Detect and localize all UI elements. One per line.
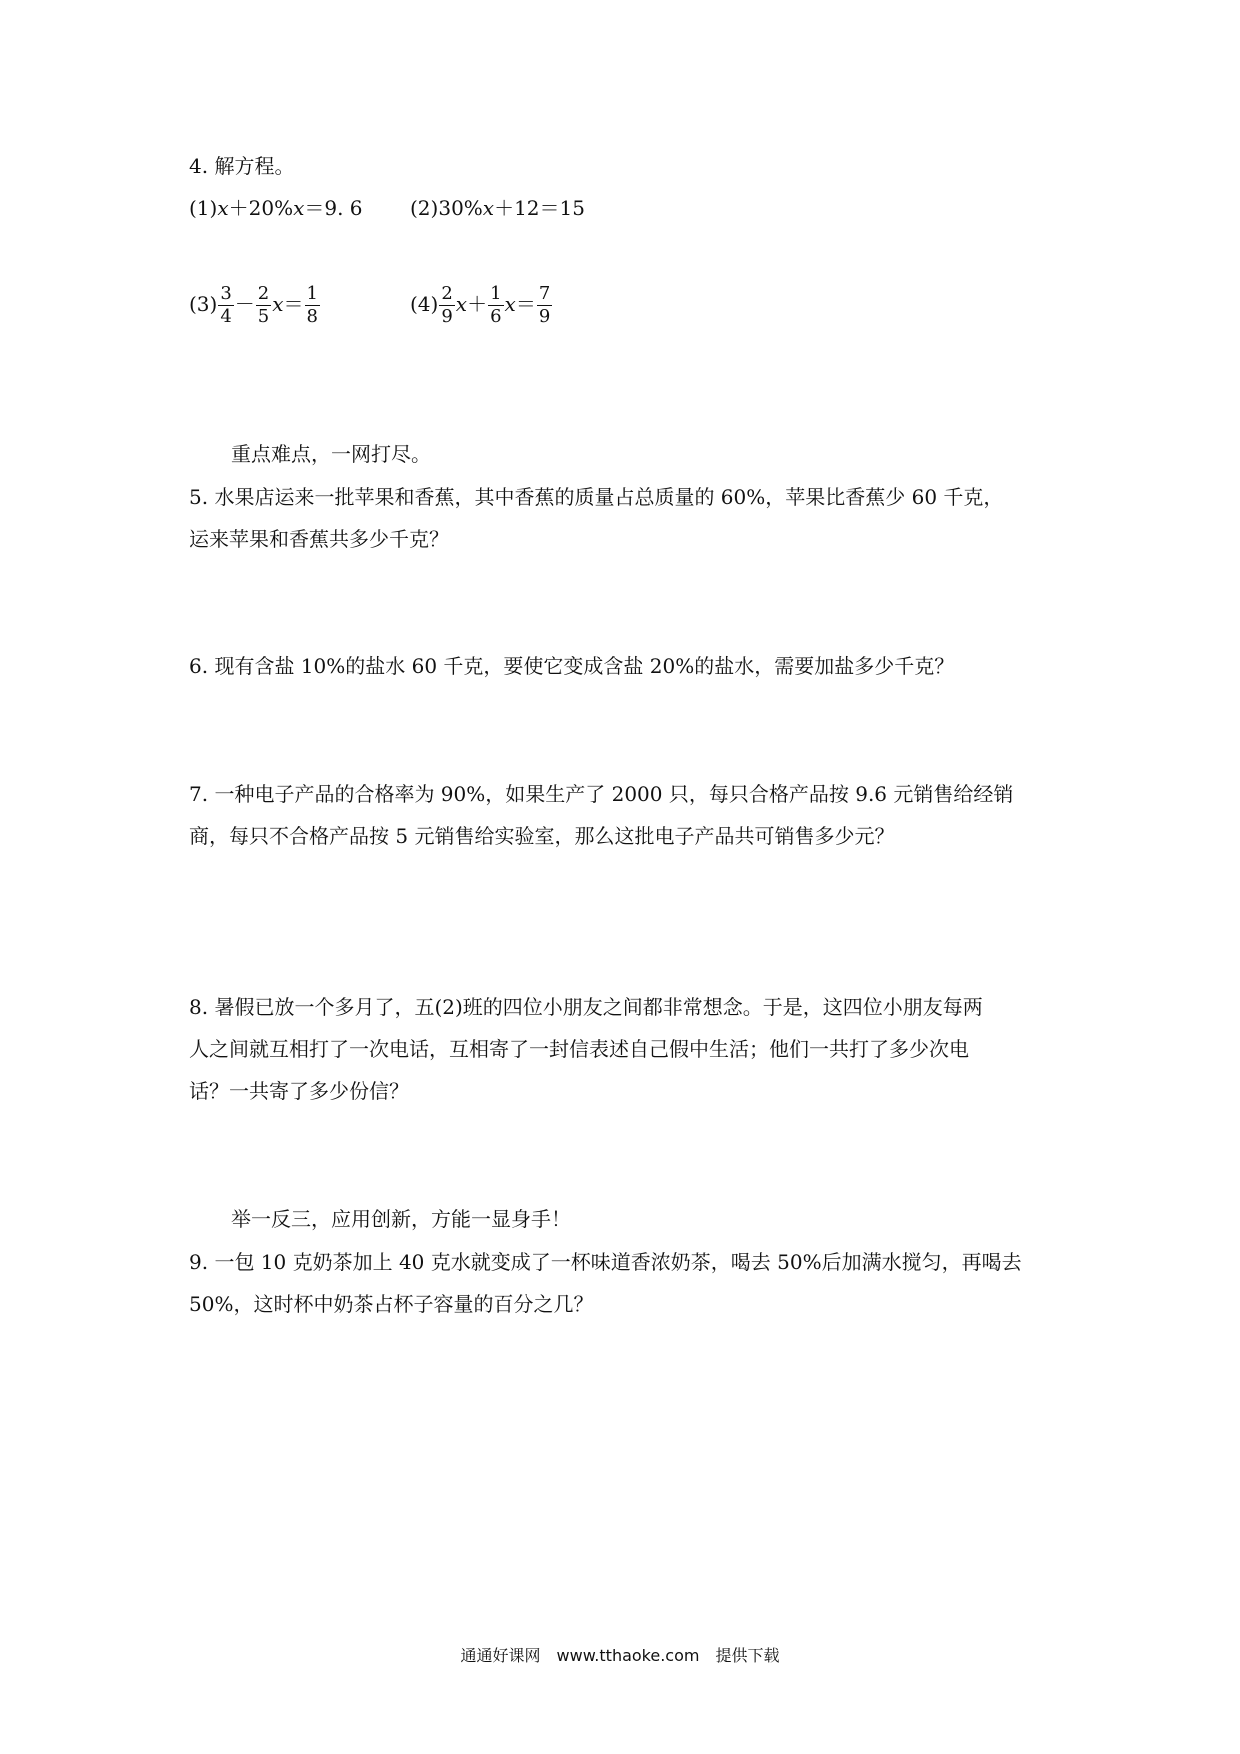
eq3-fraction-3: $\frac{1}{8}$	[306, 283, 318, 327]
eq3-var: x	[272, 292, 284, 316]
q4-equation-4	[410, 283, 553, 328]
eq4-fraction-2: $\frac{1}{6}$	[490, 283, 502, 327]
section-heading-key-points: 重点难点，一网打尽。	[231, 442, 431, 466]
footer-credit: 通通好课网 www.tthaoke.com 提供下载	[460, 1646, 780, 1665]
eq2-lead: 30%	[438, 196, 483, 220]
eq1-rhs: ＝9. 6	[304, 196, 363, 220]
eq2-var: x	[482, 196, 495, 220]
eq3-op: －	[234, 292, 255, 316]
eq3-eqsign: ＝	[283, 292, 304, 316]
q6-line-1: 6. 现有含盐 10%的盐水 60 千克，要使它变成含盐 20%的盐水，需要加盐多少千克？	[189, 654, 955, 678]
eq2-rhs: ＋12＝15	[494, 196, 585, 220]
eq4-fraction-3: $\frac{7}{9}$	[538, 283, 551, 327]
section-heading-apply: 举一反三，应用创新，方能一显身手！	[231, 1207, 571, 1231]
eq4-op: ＋	[467, 292, 488, 316]
q4-equation-2	[410, 194, 585, 222]
eq4-eqsign: ＝	[515, 292, 536, 316]
q5-line-1: 5. 水果店运来一批苹果和香蕉，其中香蕉的质量占总质量的 60%，苹果比香蕉少 60 千克，	[189, 485, 1004, 509]
q7-line-1: 7. 一种电子产品的合格率为 90%，如果生产了 2000 只，每只合格产品按 9.6 元销售给经销	[189, 782, 1014, 806]
q4-title: 4. 解方程。	[189, 154, 295, 178]
eq4-var1: x	[455, 292, 468, 316]
q9-line-1: 9. 一包 10 克奶茶加上 40 克水就变成了一杯味道香浓奶茶，喝去 50%后加满水搅匀，再喝去	[189, 1250, 1022, 1274]
eq1-var2: x	[293, 196, 305, 220]
eq2-label: (2)	[410, 196, 439, 220]
eq4-var2: x	[504, 292, 516, 316]
q9-line-2: 50%，这时杯中奶茶占杯子容量的百分之几？	[189, 1292, 594, 1316]
eq3-fraction-1: $\frac{3}{4}$	[220, 283, 232, 327]
eq1-var1: x	[217, 196, 229, 220]
q4-equation-1	[189, 194, 363, 222]
eq3-fraction-2: $\frac{2}{5}$	[257, 283, 270, 327]
q8-line-2: 人之间就互相打了一次电话，互相寄了一封信表述自己假中生活；他们一共打了多少次电	[189, 1037, 969, 1061]
q4-equation-3	[189, 283, 321, 328]
eq1-label: (1)	[189, 196, 218, 220]
q8-line-3: 话？一共寄了多少份信？	[189, 1079, 409, 1103]
eq4-fraction-1: $\frac{2}{9}$	[441, 283, 453, 327]
q7-line-2: 商，每只不合格产品按 5 元销售给实验室，那么这批电子产品共可销售多少元？	[189, 824, 895, 848]
q5-line-2: 运来苹果和香蕉共多少千克？	[189, 527, 449, 551]
eq1-mid: ＋20%	[228, 196, 294, 220]
q8-line-1: 8. 暑假已放一个多月了，五(2)班的四位小朋友之间都非常想念。于是，这四位小朋友每两	[189, 995, 983, 1019]
eq3-label: (3)	[189, 292, 218, 316]
eq4-label: (4)	[410, 292, 439, 316]
